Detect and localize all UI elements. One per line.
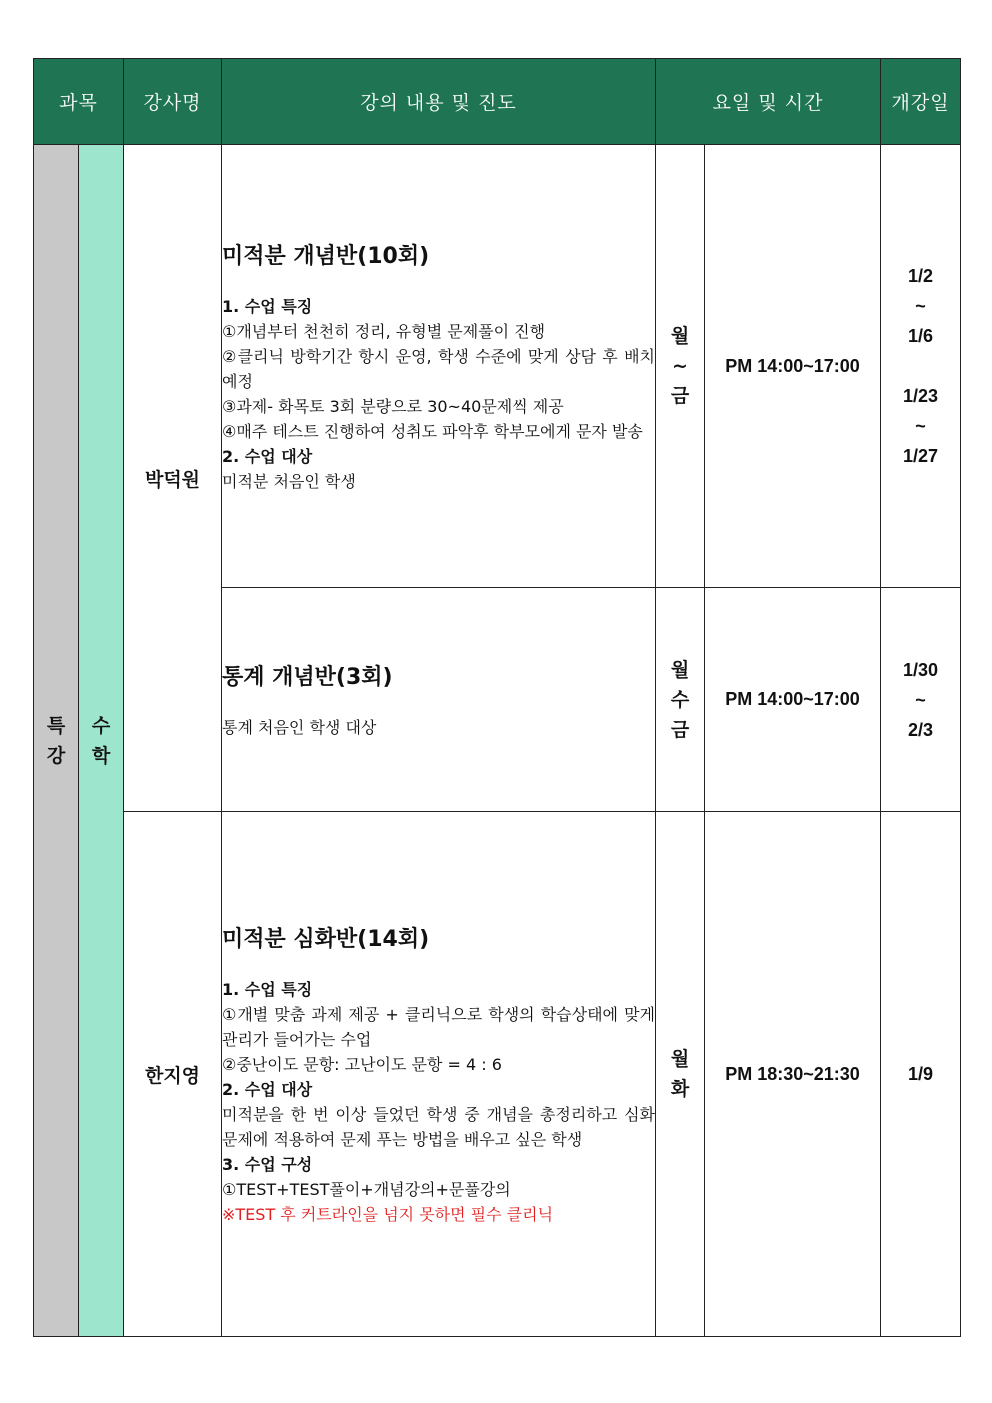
- instructor-cell: 한지영: [124, 812, 222, 1337]
- target-text: 미적분 처음인 학생: [222, 471, 356, 491]
- days-cell: 월 수 금: [656, 588, 705, 812]
- target-heading: 2. 수업 대상: [222, 1079, 313, 1099]
- table-row: [34, 812, 961, 1337]
- course-title: 미적분 심화반(14회): [222, 926, 430, 952]
- days-cell: 월 ~ 금: [656, 145, 705, 588]
- warning-note: ※TEST 후 커트라인을 넘지 못하면 필수 클리닉: [222, 1204, 554, 1224]
- description-text: 통계 처음인 학생 대상: [222, 717, 377, 737]
- time-cell: PM 18:30~21:30: [705, 812, 881, 1337]
- header-subject: 과목: [34, 59, 124, 145]
- start-date-cell: 1/9: [881, 812, 961, 1337]
- table-row: [34, 145, 961, 588]
- category-cell: 특 강: [34, 145, 79, 1337]
- feature-item: ①개별 맞춤 과제 제공 + 클리닉으로 학생의 학습상태에 맞게 관리가 들어가는 수업: [222, 1004, 655, 1049]
- instructor-cell: 박덕원: [124, 145, 222, 812]
- course-title: 미적분 개념반(10회): [222, 243, 430, 269]
- time-cell: PM 14:00~17:00: [705, 588, 881, 812]
- header-schedule: 요일 및 시간: [656, 59, 881, 145]
- time-cell: PM 14:00~17:00: [705, 145, 881, 588]
- header-content: 강의 내용 및 진도: [222, 59, 656, 145]
- feature-item: ②중난이도 문항: 고난이도 문항 = 4 : 6: [222, 1054, 502, 1074]
- target-heading: 2. 수업 대상: [222, 446, 313, 466]
- composition-heading: 3. 수업 구성: [222, 1154, 313, 1174]
- feature-item: ③과제- 화목토 3회 분량으로 30~40문제씩 제공: [222, 396, 564, 416]
- header-start-date: 개강일: [881, 59, 961, 145]
- subject-cell: 수 학: [79, 145, 124, 1337]
- features-heading: 1. 수업 특징: [222, 979, 313, 999]
- course-schedule-table: [33, 58, 961, 1337]
- days-cell: 월 화: [656, 812, 705, 1337]
- start-date-cell: 1/30 ~ 2/3: [881, 588, 961, 812]
- feature-item: ②클리닉 방학기간 항시 운영, 학생 수준에 맞게 상담 후 배치 예정: [222, 346, 655, 391]
- features-heading: 1. 수업 특징: [222, 296, 313, 316]
- target-text: 미적분을 한 번 이상 들었던 학생 중 개념을 총정리하고 심화 문제에 적용하여 문제 푸는 방법을 배우고 싶은 학생: [222, 1104, 655, 1149]
- header-row: [34, 59, 961, 145]
- header-instructor: 강사명: [124, 59, 222, 145]
- start-date-cell: 1/2 ~ 1/6 1/23 ~ 1/27: [881, 145, 961, 588]
- feature-item: ①개념부터 천천히 정리, 유형별 문제풀이 진행: [222, 321, 546, 341]
- course-content-cell: [222, 145, 656, 588]
- composition-text: ①TEST+TEST풀이+개념강의+문풀강의: [222, 1179, 511, 1199]
- course-content-cell: [222, 812, 656, 1337]
- course-content-cell: [222, 588, 656, 812]
- feature-item: ④매주 테스트 진행하여 성취도 파악후 학부모에게 문자 발송: [222, 421, 643, 441]
- course-title: 통계 개념반(3회): [222, 664, 393, 690]
